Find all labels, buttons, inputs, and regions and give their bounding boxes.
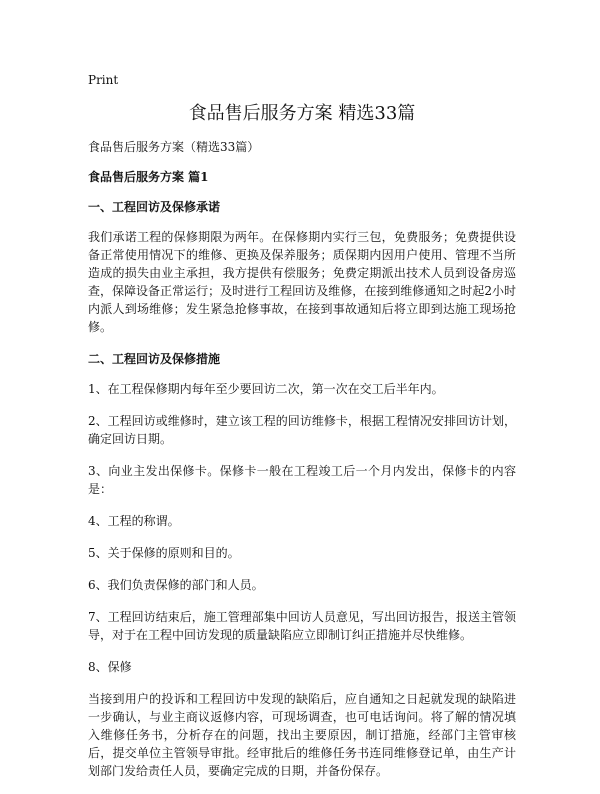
section-2-paragraph-7: 7、工程回访结束后，施工管理部集中回访人员意见，写出回访报告，报送主管领导，对于在工程中回访发现的质量缺陷应立即制订纠正措施并尽快维修。 xyxy=(88,610,516,642)
section-2-paragraph-1: 1、在工程保修期内每年至少要回访二次，第一次在交工后半年内。 xyxy=(88,382,444,396)
section-2-paragraph-3: 3、向业主发出保修卡。保修卡一般在工程竣工后一个月内发出，保修卡的内容是： xyxy=(88,464,516,496)
section-2-paragraph-8: 8、保修 xyxy=(88,660,132,674)
section-heading-2: 二、工程回访及保修措施 xyxy=(88,352,221,366)
section-2-paragraph-2: 2、工程回访或维修时，建立该工程的回访维修卡，根据工程情况安排回访计划，确定回访日期。 xyxy=(88,414,516,446)
article-heading: 食品售后服务方案 篇1 xyxy=(88,170,209,184)
section-2-paragraph-4: 4、工程的称谓。 xyxy=(88,514,180,528)
document-page xyxy=(88,72,516,794)
section-1-paragraph-1: 我们承诺工程的保修期限为两年。在保修期内实行三包，免费服务；免费提供设备正常使用情况下的维修、更换及保养服务；质保期内因用户使用、管理不当所造成的损失由业主承担，我方提供有偿服务；免费定期派出技术人员到设备房巡查，保障设备正常运行；及时进行工程回访及维修，在接到维修通知之时起2小时内派人到场维修；发生紧急抢修事故，在接到事故通知后将立即到达施工现场抢修。 xyxy=(88,230,516,334)
section-2-paragraph-5: 5、关于保修的原则和目的。 xyxy=(88,546,240,560)
section-2-paragraph-6: 6、我们负责保修的部门和人员。 xyxy=(88,578,264,592)
document-title: 食品售后服务方案 精选33篇 xyxy=(188,103,416,124)
print-label: Print xyxy=(88,73,119,87)
section-2-paragraph-9: 当接到用户的投诉和工程回访中发现的缺陷后，应自通知之日起就发现的缺陷进一步确认，与业主商议返修内容，可现场调查，也可电话询问。将了解的情况填入维修任务书，分析存在的问题，找出主要原因，制订措施，经部门主管审核后，提交单位主管领导审批。经审批后的维修任务书连同维修登记单，由生产计划部门发给责任人员，要确定完成的日期，并备份保存。 xyxy=(88,692,516,778)
document-subtitle: 食品售后服务方案（精选33篇） xyxy=(88,140,260,154)
section-heading-1: 一、工程回访及保修承诺 xyxy=(88,200,221,214)
